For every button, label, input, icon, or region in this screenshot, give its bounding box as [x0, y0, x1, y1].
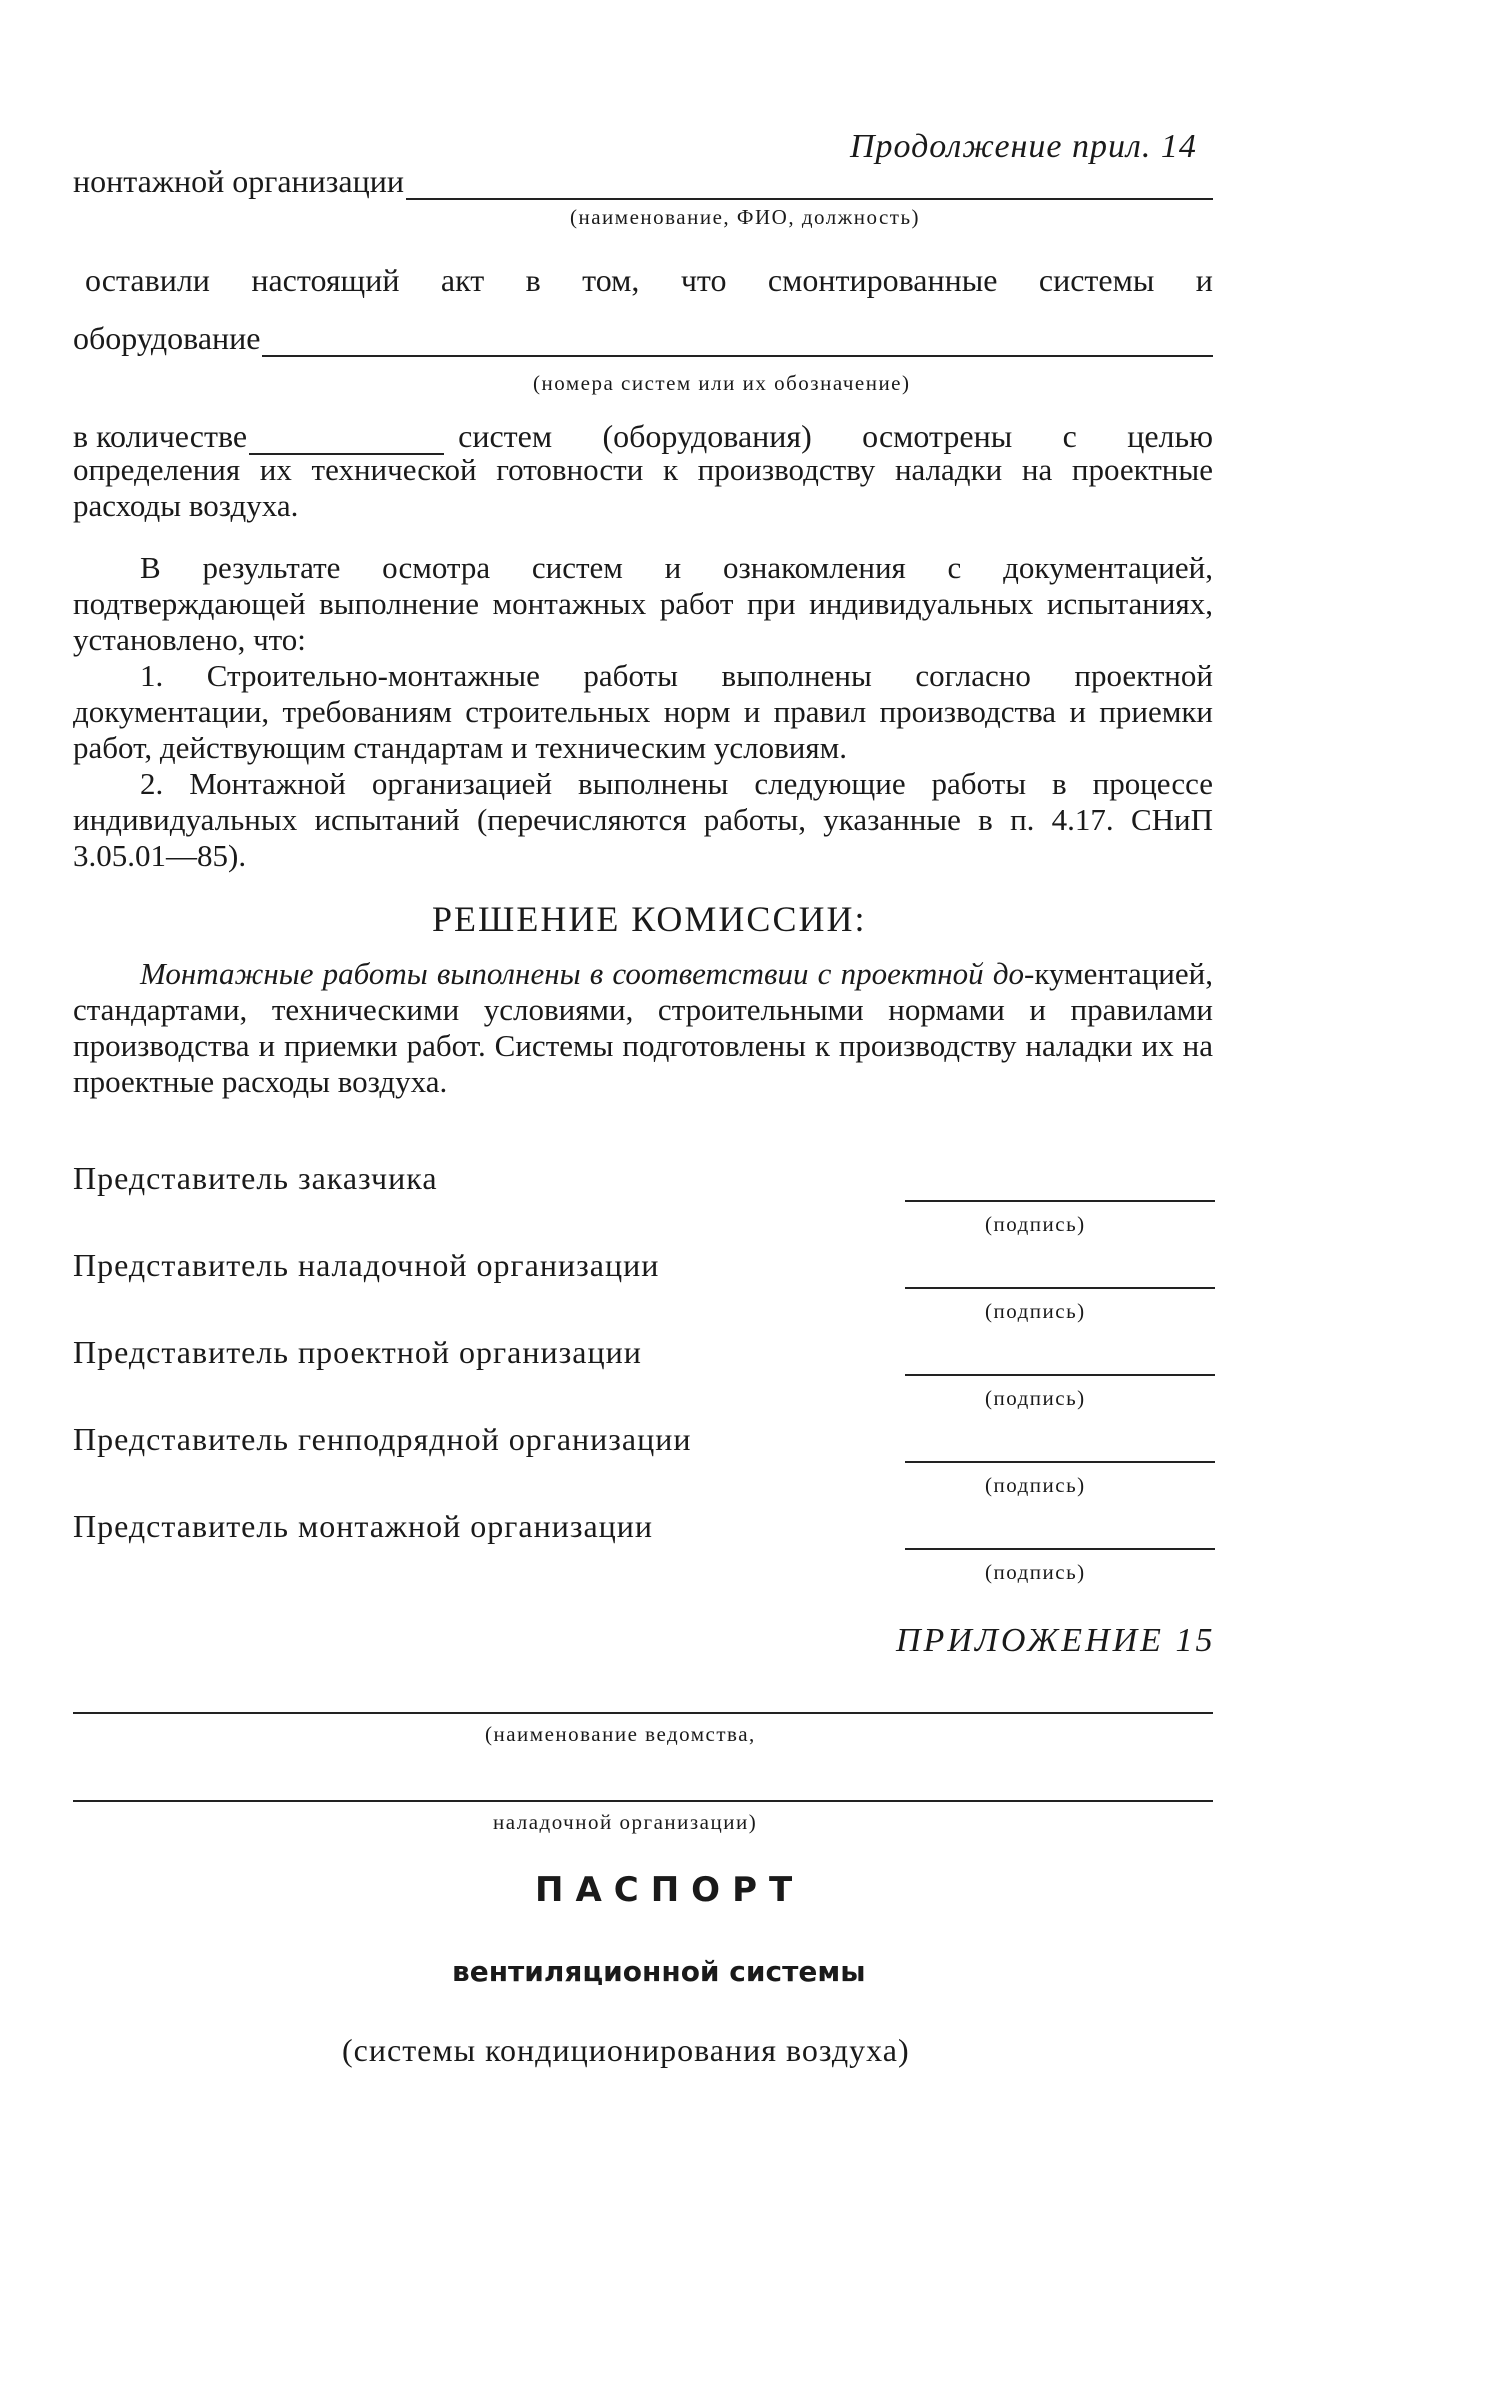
- equipment-line: [262, 329, 1213, 357]
- organization-label: нонтажной организации: [73, 163, 404, 199]
- act-line-word: смонтированные: [767, 262, 998, 298]
- signature-line[interactable]: [905, 1374, 1215, 1376]
- act-line-word: и: [1195, 262, 1213, 298]
- act-line-word: том,: [582, 262, 640, 298]
- quantity-continuation: определения их технической готовности к производству наладки на проектные расходы воздуха.: [73, 452, 1213, 523]
- signature-caption: (подпись): [985, 1560, 1086, 1584]
- signature-caption: (подпись): [985, 1212, 1086, 1236]
- organization-line: [406, 172, 1213, 200]
- signature-label: Представитель монтажной организации: [73, 1508, 654, 1544]
- signature-caption: (подпись): [985, 1299, 1086, 1323]
- item-1: 1. Строительно-монтажные работы выполнены согласно проектной документации, требованиям строительных норм и правил производства и приемки работ, действующим стандартам и техническим условиям.: [73, 658, 1213, 765]
- decision-text: [73, 956, 1213, 1100]
- signature-line[interactable]: [905, 1200, 1215, 1202]
- quantity-line: [249, 427, 444, 455]
- organization-line-2: [73, 1800, 1213, 1802]
- signature-line[interactable]: [905, 1548, 1215, 1550]
- quantity-label: в количестве: [73, 418, 248, 454]
- organization-caption-2: наладочной организации): [493, 1810, 758, 1834]
- equipment-caption: (номера систем или их обозначение): [533, 371, 911, 395]
- equipment-label: оборудование: [73, 320, 261, 356]
- act-line-word: в: [525, 262, 541, 298]
- agency-caption: (наименование ведомства,: [485, 1722, 756, 1746]
- passport-subtitle: вентиляционной системы: [452, 1955, 866, 1988]
- act-line-word: акт: [440, 262, 485, 298]
- act-line-word: настоящий: [251, 262, 400, 298]
- signature-label: Представитель наладочной организации: [73, 1247, 660, 1283]
- continuation-header: Продолжение прил. 14: [850, 128, 1197, 165]
- appendix-title: ПРИЛОЖЕНИЕ 15: [896, 1622, 1216, 1659]
- quantity-rest: систем (оборудования) осмотрены с целью: [458, 418, 1213, 454]
- organization-field: [73, 163, 1213, 200]
- signature-label: Представитель генподрядной организации: [73, 1421, 692, 1457]
- passport-title: ПАСПОРТ: [535, 1870, 805, 1910]
- decision-text-italic: Монтажные работы выполнены в соответствии с проектной до-: [140, 956, 1035, 991]
- quantity-field: [73, 418, 1213, 455]
- decision-heading: РЕШЕНИЕ КОМИССИИ:: [432, 899, 867, 939]
- decision-text-rest: кументацией, стандартами, техническими условиями, строительными нормами и правилами производства и приемки работ. Системы подготовлены к производству наладки их на проектные расходы воздуха.: [73, 956, 1213, 1099]
- signature-caption: (подпись): [985, 1473, 1086, 1497]
- act-line-word: системы: [1038, 262, 1155, 298]
- agency-line: [73, 1712, 1213, 1714]
- signature-label: Представитель заказчика: [73, 1160, 438, 1196]
- item-2: 2. Монтажной организацией выполнены следующие работы в процессе индивидуальных испытаний (перечисляются работы, указанные в п. 4.17. СНиП 3.05.01—85).: [73, 766, 1213, 873]
- signature-label: Представитель проектной организации: [73, 1334, 642, 1370]
- act-line-word: оставили: [85, 262, 210, 298]
- signature-line[interactable]: [905, 1461, 1215, 1463]
- act-line: [85, 262, 1213, 299]
- equipment-field: [73, 320, 1213, 357]
- signature-caption: (подпись): [985, 1386, 1086, 1410]
- signature-line[interactable]: [905, 1287, 1215, 1289]
- act-line-word: что: [680, 262, 727, 298]
- passport-subtitle-2: (системы кондиционирования воздуха): [342, 2032, 910, 2068]
- result-intro: В результате осмотра систем и ознакомления с документацией, подтверждающей выполнение монтажных работ при индивидуальных испытаниях, установлено, что:: [73, 550, 1213, 657]
- organization-caption: (наименование, ФИО, должность): [570, 205, 921, 229]
